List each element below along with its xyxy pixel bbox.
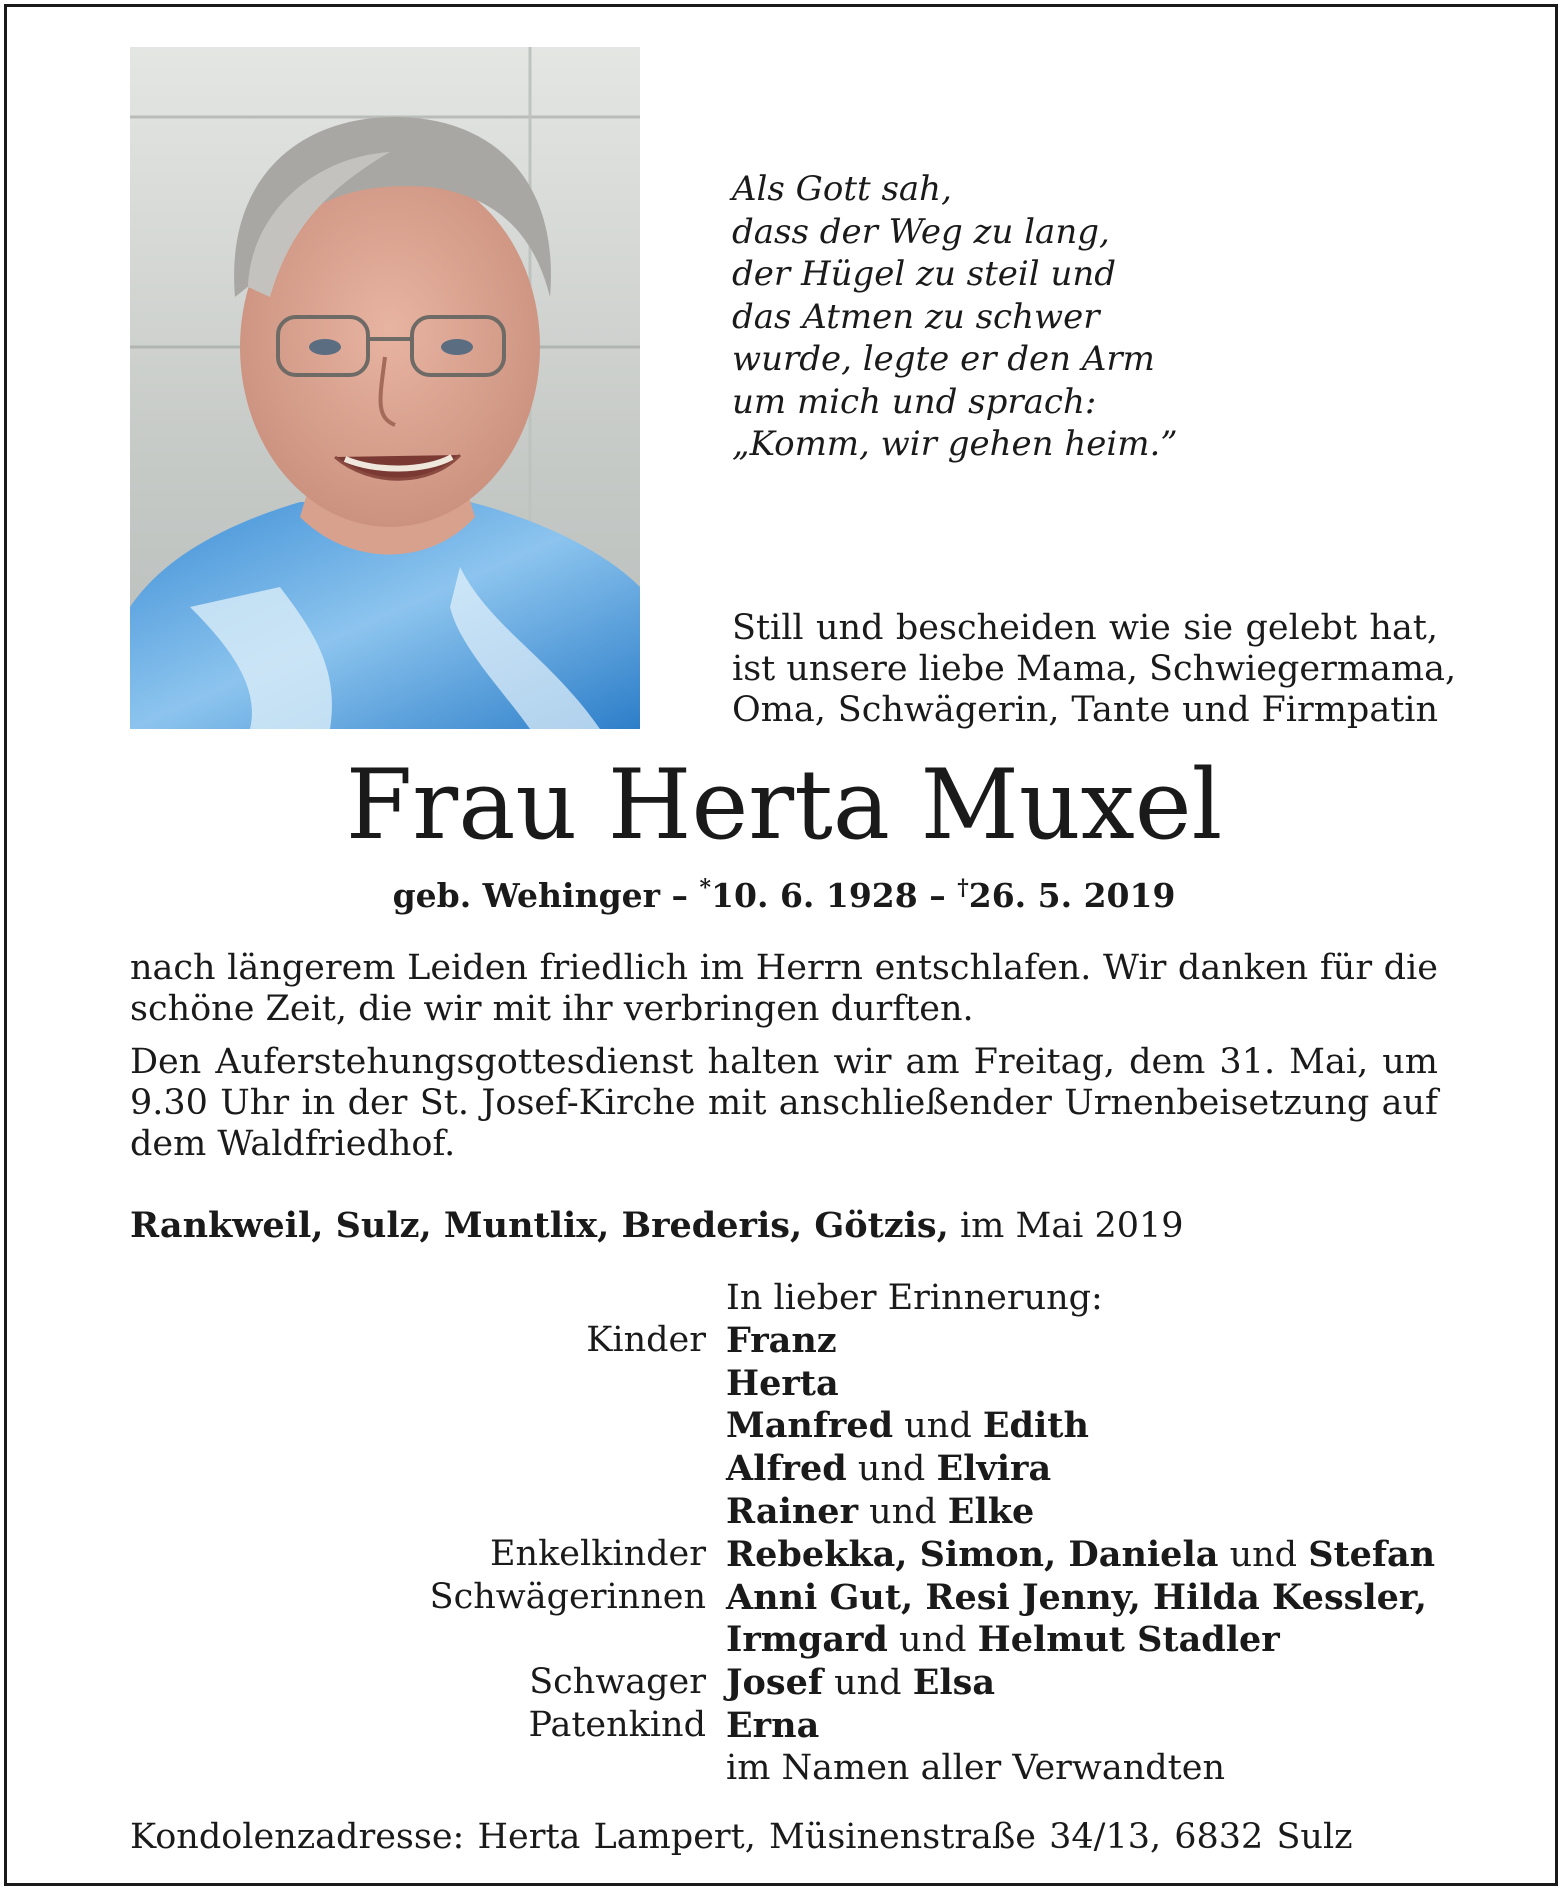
paragraph-line: schöne Zeit, die wir mit ihr verbringen durften.	[130, 989, 974, 1029]
condolence-label: Kondolenzadresse:	[130, 1817, 465, 1857]
paragraph-line: 9.30 Uhr in der St. Josef-Kirche mit anschließender Urnenbeisetzung auf	[130, 1083, 1438, 1123]
mourner-row	[130, 1577, 1438, 1620]
paragraph-line: dem Waldfriedhof.	[130, 1124, 456, 1164]
mourner-row	[130, 1534, 1438, 1577]
mourner-relation	[130, 1363, 726, 1406]
mourner-name: Helmut Stadler	[977, 1619, 1280, 1661]
mourner-name: Rebekka, Simon, Daniela	[726, 1533, 1219, 1575]
mourner-name: Edith	[982, 1405, 1089, 1447]
mourner-name: Rainer	[726, 1490, 859, 1532]
mourner-row	[130, 1491, 1438, 1534]
paragraph-passing	[130, 948, 1438, 1030]
intro-text	[732, 608, 1457, 731]
deceased-name: Frau Herta Muxel	[345, 749, 1223, 861]
mourner-name: Manfred	[726, 1405, 894, 1447]
mourner-name: Franz	[726, 1319, 837, 1361]
poem-line: „Komm, wir gehen heim.”	[732, 424, 1178, 464]
death-date: 26. 5. 2019	[968, 876, 1176, 915]
mourner-name: Erna	[726, 1704, 820, 1746]
poem-line: Als Gott sah,	[732, 169, 952, 209]
mourner-row	[130, 1448, 1438, 1491]
mourner-row	[130, 1619, 1438, 1662]
mourner-name: Elke	[947, 1490, 1035, 1532]
mourner-relation: Kinder	[586, 1319, 706, 1360]
mourner-relation: Schwägerinnen	[429, 1576, 706, 1617]
mourner-relation: Schwager	[529, 1662, 706, 1703]
condolence-value: Herta Lampert, Müsinenstraße 34/13, 6832 Sulz	[477, 1817, 1353, 1857]
intro-line: Oma, Schwägerin, Tante und Firmpatin	[732, 690, 1438, 730]
mourner-relation	[130, 1619, 726, 1662]
mourner-name: Irmgard	[726, 1619, 888, 1661]
place-and-date	[130, 1205, 1184, 1247]
mourner-relation: Enkelkinder	[490, 1533, 706, 1574]
poem-line: dass der Weg zu lang,	[732, 211, 1110, 252]
mourner-row	[130, 1320, 1438, 1363]
mourner-name: Elvira	[936, 1448, 1052, 1490]
mourner-connector: und	[846, 1449, 937, 1490]
mourner-row	[130, 1662, 1438, 1705]
mourner-names	[726, 1534, 1438, 1577]
poem-line: der Hügel zu steil und	[732, 254, 1117, 294]
mourner-connector: und	[858, 1491, 948, 1532]
separator: –	[929, 876, 946, 915]
date: im Mai 2019	[959, 1206, 1184, 1246]
mourner-name: Anni Gut, Resi Jenny, Hilda Kessler,	[726, 1576, 1427, 1618]
mourner-names	[726, 1448, 1438, 1491]
mourners-heading-row	[130, 1278, 1438, 1320]
mourner-name: Elsa	[912, 1662, 996, 1704]
poem-line: wurde, legte er den Arm	[732, 339, 1155, 379]
mourner-rows	[130, 1320, 1438, 1748]
mourner-names	[726, 1662, 1438, 1705]
mourner-name: Stefan	[1308, 1533, 1436, 1575]
mourner-relation	[130, 1405, 726, 1448]
condolence-address	[130, 1817, 1353, 1858]
poem-line: um mich und sprach:	[732, 381, 1097, 422]
intro-line: ist unsere liebe Mama, Schwiegermama,	[732, 649, 1457, 689]
life-dates	[0, 868, 1568, 916]
mourner-relation	[130, 1491, 726, 1534]
poem	[732, 168, 1332, 466]
mourner-row	[130, 1363, 1438, 1406]
mourner-relation	[130, 1448, 726, 1491]
paragraph-line: nach längerem Leiden friedlich im Herrn entschlafen. Wir danken für die	[130, 948, 1438, 988]
mourners-footer: im Namen aller Verwandten	[726, 1747, 1225, 1788]
mourner-connector: und	[893, 1406, 983, 1447]
mourner-name: Herta	[726, 1362, 839, 1404]
intro-line: Still und bescheiden wie sie gelebt hat,	[732, 608, 1438, 648]
mourner-name: Alfred	[726, 1448, 847, 1490]
mourners-footer-row	[130, 1748, 1438, 1790]
portrait-photo	[130, 47, 640, 729]
mourner-names	[726, 1320, 1438, 1363]
maiden-name: geb. Wehinger	[392, 876, 661, 915]
mourners-heading: In lieber Erinnerung:	[726, 1278, 1103, 1318]
mourner-names	[726, 1363, 1438, 1406]
mourners-list	[130, 1278, 1438, 1790]
separator: –	[671, 876, 689, 915]
mourner-row	[130, 1405, 1438, 1448]
mourner-names	[726, 1405, 1438, 1448]
portrait-image	[130, 47, 640, 729]
paragraph-service	[130, 1042, 1438, 1165]
towns: Rankweil, Sulz, Muntlix, Brederis, Götzis,	[130, 1205, 949, 1246]
mourner-relation: Patenkind	[528, 1704, 706, 1745]
mourner-connector: und	[822, 1663, 913, 1704]
paragraph-line: Den Auferstehungsgottesdienst halten wir am Freitag, dem 31. Mai, um	[130, 1042, 1438, 1082]
mourner-names	[726, 1705, 1438, 1748]
birth-symbol: *	[699, 875, 712, 901]
mourner-names	[726, 1619, 1438, 1662]
mourner-names	[726, 1577, 1438, 1620]
mourner-names	[726, 1491, 1438, 1534]
mourner-row	[130, 1705, 1438, 1748]
poem-line: das Atmen zu schwer	[732, 296, 1100, 337]
birth-date: 10. 6. 1928	[711, 876, 918, 915]
death-symbol: †	[957, 875, 969, 901]
mourner-connector: und	[887, 1620, 978, 1661]
mourner-connector: und	[1218, 1534, 1309, 1575]
mourner-name: Josef	[726, 1662, 823, 1704]
